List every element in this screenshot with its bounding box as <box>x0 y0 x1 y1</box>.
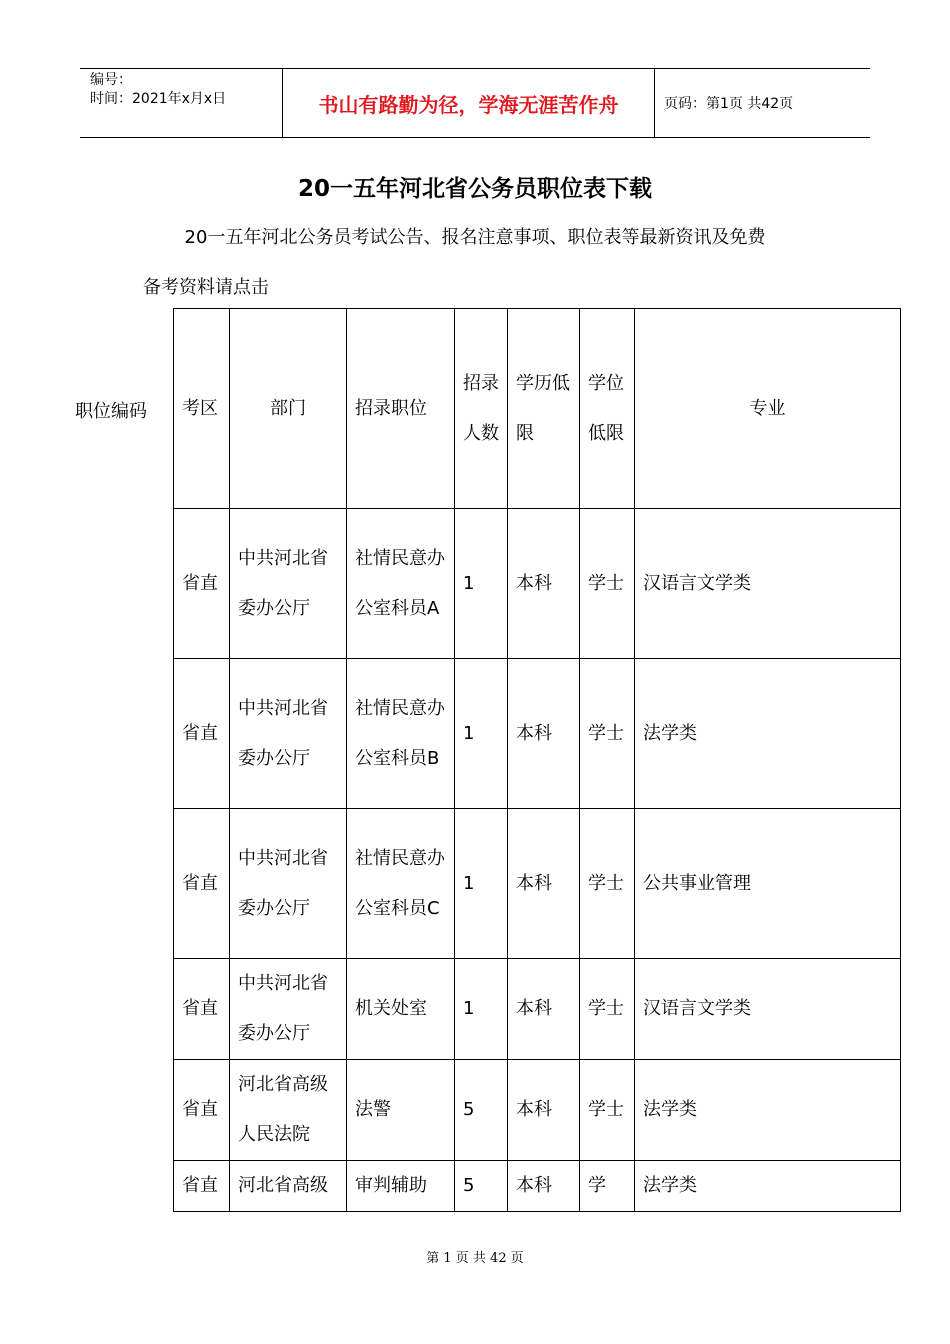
header-cell: 学历低限 <box>508 309 580 509</box>
table-cell: 1 <box>455 809 508 959</box>
time-label: 时间：2021年x月x日 <box>90 91 227 107</box>
table-cell: 5 <box>455 1060 508 1161</box>
table-cell: 中共河北省委办公厅 <box>230 809 347 959</box>
table-cell: 本科 <box>508 959 580 1060</box>
header-cell: 考区 <box>174 309 230 509</box>
number-label: 编号： <box>90 72 132 88</box>
table-cell: 学士 <box>580 659 635 809</box>
table-row <box>174 809 901 959</box>
table-cell: 中共河北省委办公厅 <box>230 659 347 809</box>
position-table <box>173 308 901 1212</box>
table-cell: 省直 <box>174 1060 230 1161</box>
header-cell: 专业 <box>635 309 901 509</box>
table-cell: 中共河北省委办公厅 <box>230 509 347 659</box>
header-divider <box>654 69 655 137</box>
table-cell: 本科 <box>508 509 580 659</box>
position-code-header: 职位编码 <box>75 401 147 422</box>
table-cell: 5 <box>455 1161 508 1212</box>
table-cell: 机关处室 <box>347 959 455 1060</box>
table-cell: 学士 <box>580 959 635 1060</box>
table-row <box>174 959 901 1060</box>
table-row <box>174 1161 901 1212</box>
table-cell: 中共河北省委办公厅 <box>230 959 347 1060</box>
table-cell: 公共事业管理 <box>635 809 901 959</box>
table-cell: 河北省高级人民法院 <box>230 1060 347 1161</box>
header-cell: 招录人数 <box>455 309 508 509</box>
table-row <box>174 1060 901 1161</box>
table-cell: 学士 <box>580 509 635 659</box>
page-footer: 第 1 页 共 42 页 <box>426 1251 524 1266</box>
table-cell: 省直 <box>174 809 230 959</box>
table-cell: 法警 <box>347 1060 455 1161</box>
table-cell: 汉语言文学类 <box>635 959 901 1060</box>
table-cell: 省直 <box>174 659 230 809</box>
table-cell: 社情民意办公室科员A <box>347 509 455 659</box>
table-cell: 本科 <box>508 659 580 809</box>
table-cell: 学士 <box>580 809 635 959</box>
header-motto: 书山有路勤为径，学海无涯苦作舟 <box>318 92 619 117</box>
table-cell: 社情民意办公室科员B <box>347 659 455 809</box>
subtitle: 20一五年河北公务员考试公告、报名注意事项、职位表等最新资讯及免费 <box>184 227 766 248</box>
table-row <box>174 659 901 809</box>
page-title: 20一五年河北省公务员职位表下载 <box>297 176 652 202</box>
header-meta <box>90 71 226 109</box>
table-cell: 1 <box>455 959 508 1060</box>
header-cell: 学位低限 <box>580 309 635 509</box>
table-cell: 本科 <box>508 1161 580 1212</box>
table-cell: 法学类 <box>635 1161 901 1212</box>
table-row <box>174 509 901 659</box>
table-cell: 审判辅助 <box>347 1161 455 1212</box>
table-cell: 社情民意办公室科员C <box>347 809 455 959</box>
table-cell: 河北省高级 <box>230 1161 347 1212</box>
header-cell: 部门 <box>230 309 347 509</box>
subtitle-continued: 备考资料请点击 <box>143 277 269 298</box>
table-cell: 1 <box>455 509 508 659</box>
table-cell: 省直 <box>174 1161 230 1212</box>
page-header <box>80 68 870 138</box>
header-page-info: 页码：第1页 共42页 <box>664 96 794 112</box>
table-cell: 学 <box>580 1161 635 1212</box>
table-cell: 汉语言文学类 <box>635 509 901 659</box>
table-cell: 法学类 <box>635 659 901 809</box>
table-cell: 省直 <box>174 509 230 659</box>
table-cell: 1 <box>455 659 508 809</box>
table-cell: 省直 <box>174 959 230 1060</box>
table-cell: 本科 <box>508 1060 580 1161</box>
header-cell: 招录职位 <box>347 309 455 509</box>
table-cell: 本科 <box>508 809 580 959</box>
table-header-row <box>174 309 901 509</box>
table-cell: 法学类 <box>635 1060 901 1161</box>
table-cell: 学士 <box>580 1060 635 1161</box>
